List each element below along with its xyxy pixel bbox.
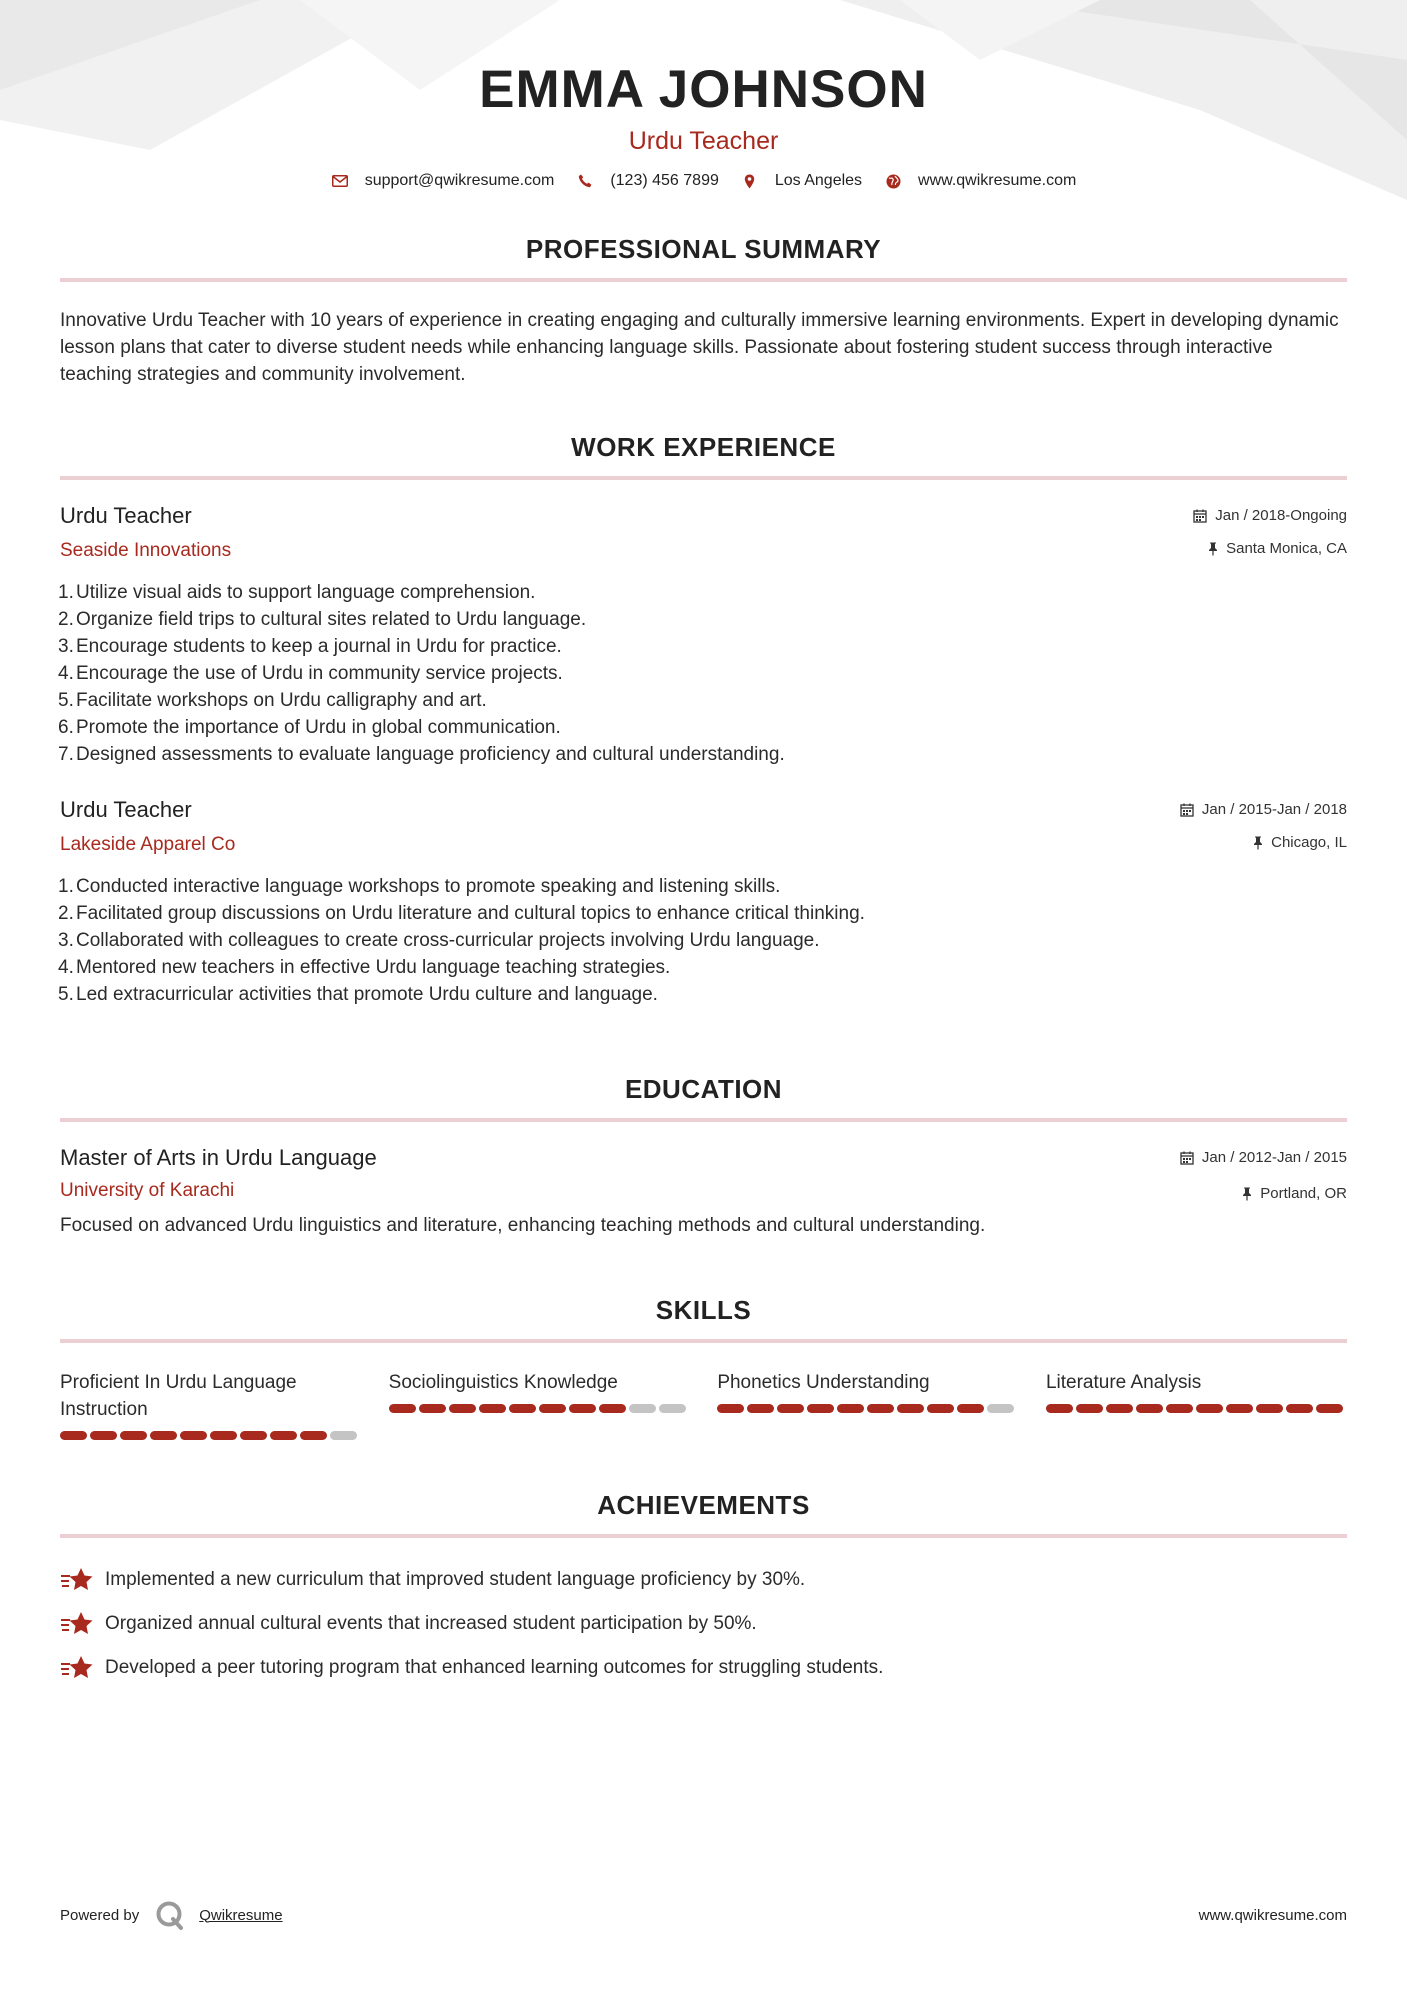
skill-dot-filled	[449, 1404, 476, 1413]
skill-dot-filled	[180, 1431, 207, 1440]
skill-dot-filled	[777, 1404, 804, 1413]
job-location: Santa Monica, CA	[1226, 540, 1347, 557]
skill-dot-filled	[300, 1431, 327, 1440]
education-section	[60, 1074, 1347, 1239]
job-entry	[60, 502, 1347, 768]
page-footer	[60, 1900, 1347, 1930]
skill-dot-filled	[1196, 1404, 1223, 1413]
pushpin-icon	[1242, 1187, 1252, 1201]
section-divider	[60, 1339, 1347, 1343]
education-meta	[1180, 1144, 1347, 1204]
list-item: 3. Collaborated with colleagues to create cross-curricular projects involving Urdu language.	[58, 930, 820, 951]
list-item: 6. Promote the importance of Urdu in global communication.	[58, 717, 561, 738]
list-item: 7. Designed assessments to evaluate language proficiency and cultural understanding.	[58, 744, 785, 765]
skill-dot-filled	[1106, 1404, 1133, 1413]
skill-dot-filled	[419, 1404, 446, 1413]
skill-dot-empty	[330, 1431, 357, 1440]
job-title: Urdu Teacher	[60, 503, 192, 528]
list-item: 5. Led extracurricular activities that promote Urdu culture and language.	[58, 984, 658, 1005]
achievement-text: Developed a peer tutoring program that enhanced learning outcomes for struggling students.	[105, 1657, 884, 1678]
skill-rating	[389, 1404, 690, 1413]
skill-dot-filled	[747, 1404, 774, 1413]
calendar-icon	[1180, 1151, 1194, 1165]
list-item: 2. Organize field trips to cultural sites related to Urdu language.	[58, 609, 587, 630]
job-dates: Jan / 2015-Jan / 2018	[1201, 801, 1347, 818]
skill-dot-filled	[1076, 1404, 1103, 1413]
skill-dot-filled	[539, 1404, 566, 1413]
powered-by-label: Powered by	[60, 1906, 140, 1924]
skill-dot-filled	[717, 1404, 744, 1413]
section-divider	[60, 1118, 1347, 1122]
education-entry	[60, 1144, 1347, 1239]
achievement-text: Organized annual cultural events that increased student participation by 50%.	[105, 1613, 757, 1634]
skills-section	[60, 1295, 1347, 1440]
phone-icon	[576, 172, 594, 190]
skill-dot-empty	[987, 1404, 1014, 1413]
powered-by	[60, 1900, 283, 1930]
qwikresume-logo-icon	[155, 1900, 185, 1930]
degree-name: Master of Arts in Urdu Language	[60, 1145, 377, 1170]
list-item: 5. Facilitate workshops on Urdu calligraphy and art.	[58, 690, 487, 711]
experience-heading: WORK EXPERIENCE	[571, 432, 836, 462]
job-title: Urdu Teacher	[60, 797, 192, 822]
resume-header	[0, 0, 1407, 190]
list-item	[60, 1646, 1347, 1690]
list-item: 1. Conducted interactive language workshops to promote speaking and listening skills.	[58, 876, 781, 897]
section-divider	[60, 476, 1347, 480]
brand-link[interactable]: Qwikresume	[199, 1906, 283, 1924]
skill-dot-filled	[60, 1431, 87, 1440]
contact-phone[interactable]	[576, 172, 719, 190]
contact-email[interactable]	[331, 172, 555, 190]
list-item: 1. Utilize visual aids to support language comprehension.	[58, 582, 536, 603]
skill-item	[60, 1369, 361, 1440]
candidate-name: EMMA JOHNSON	[479, 60, 928, 119]
skill-name: Proficient In Urdu Language Instruction	[60, 1372, 297, 1420]
education-heading: EDUCATION	[624, 1074, 783, 1104]
resume-body	[0, 234, 1407, 1690]
skill-dot-filled	[509, 1404, 536, 1413]
summary-section	[60, 234, 1347, 388]
skill-item	[1046, 1369, 1347, 1440]
education-location: Portland, OR	[1260, 1185, 1347, 1202]
contact-location	[741, 172, 862, 190]
skill-dot-filled	[1256, 1404, 1283, 1413]
contact-location-text: Los Angeles	[774, 172, 863, 189]
job-meta	[1180, 796, 1347, 853]
skill-name: Sociolinguistics Knowledge	[388, 1372, 618, 1393]
skill-dot-filled	[837, 1404, 864, 1413]
skill-dot-filled	[240, 1431, 267, 1440]
skills-grid	[60, 1369, 1347, 1440]
skill-dot-filled	[270, 1431, 297, 1440]
skill-dot-filled	[389, 1404, 416, 1413]
list-item: 4. Mentored new teachers in effective Urdu language teaching strategies.	[58, 957, 671, 978]
footer-website[interactable]: www.qwikresume.com	[1198, 1906, 1347, 1924]
star-badge-icon	[60, 1653, 94, 1683]
skill-dot-filled	[807, 1404, 834, 1413]
pushpin-icon	[1253, 836, 1263, 850]
list-item	[60, 1558, 1347, 1602]
achievements-heading: ACHIEVEMENTS	[597, 1490, 810, 1520]
skill-dot-filled	[479, 1404, 506, 1413]
company-name: Seaside Innovations	[60, 540, 232, 561]
calendar-icon	[1193, 509, 1207, 523]
location-pin-icon	[741, 172, 759, 190]
skill-dot-empty	[629, 1404, 656, 1413]
list-item: 2. Facilitated group discussions on Urdu literature and cultural topics to enhance critical thinking.	[58, 903, 865, 924]
skill-name: Literature Analysis	[1045, 1372, 1202, 1393]
contact-bar	[0, 172, 1407, 190]
skill-dot-filled	[897, 1404, 924, 1413]
contact-email-text: support@qwikresume.com	[364, 172, 555, 189]
skill-item	[389, 1369, 690, 1440]
skill-dot-filled	[90, 1431, 117, 1440]
skill-dot-filled	[1166, 1404, 1193, 1413]
skill-rating	[1046, 1404, 1347, 1413]
skill-dot-filled	[927, 1404, 954, 1413]
achievements-list	[60, 1558, 1347, 1690]
section-divider	[60, 278, 1347, 282]
envelope-icon	[331, 172, 349, 190]
school-name: University of Karachi	[60, 1180, 235, 1201]
summary-heading: PROFESSIONAL SUMMARY	[525, 234, 882, 264]
skill-dot-filled	[1286, 1404, 1313, 1413]
skill-dot-filled	[150, 1431, 177, 1440]
company-name: Lakeside Apparel Co	[60, 834, 236, 855]
contact-website[interactable]	[884, 172, 1076, 190]
star-badge-icon	[60, 1609, 94, 1639]
skill-dot-filled	[1136, 1404, 1163, 1413]
skill-rating	[717, 1404, 1018, 1413]
globe-icon	[884, 172, 902, 190]
job-meta	[1193, 502, 1347, 559]
achievement-text: Implemented a new curriculum that improved student language proficiency by 30%.	[105, 1569, 806, 1590]
job-bullet-list	[60, 579, 1347, 768]
skill-dot-empty	[659, 1404, 686, 1413]
job-entry	[60, 796, 1347, 1008]
section-divider	[60, 1534, 1347, 1538]
star-badge-icon	[60, 1565, 94, 1595]
skill-dot-filled	[569, 1404, 596, 1413]
candidate-title: Urdu Teacher	[628, 127, 779, 155]
skills-heading: SKILLS	[655, 1295, 752, 1325]
summary-text: Innovative Urdu Teacher with 10 years of experience in creating engaging and culturally immersive learning environments. Expert in developing dynamic lesson plans that cater to diverse student needs while enhancing language skills. Passionate about fostering student success through interactive teaching strategies and community involvement.	[60, 310, 1339, 385]
achievements-section	[60, 1490, 1347, 1690]
skill-dot-filled	[1046, 1404, 1073, 1413]
skill-dot-filled	[599, 1404, 626, 1413]
skill-dot-filled	[1226, 1404, 1253, 1413]
contact-website-text: www.qwikresume.com	[918, 172, 1077, 189]
list-item: 3. Encourage students to keep a journal in Urdu for practice.	[58, 636, 562, 657]
experience-section	[60, 432, 1347, 1008]
job-bullet-list	[60, 873, 1347, 1008]
contact-phone-text: (123) 456 7899	[610, 172, 719, 189]
skill-dot-filled	[120, 1431, 147, 1440]
skill-item	[717, 1369, 1018, 1440]
pushpin-icon	[1208, 542, 1218, 556]
skill-name: Phonetics Understanding	[717, 1372, 930, 1393]
skill-dot-filled	[867, 1404, 894, 1413]
skill-dot-filled	[210, 1431, 237, 1440]
list-item: 4. Encourage the use of Urdu in community service projects.	[58, 663, 563, 684]
job-location: Chicago, IL	[1271, 834, 1347, 851]
education-dates: Jan / 2012-Jan / 2015	[1201, 1149, 1347, 1166]
skill-dot-filled	[957, 1404, 984, 1413]
skill-dot-filled	[1316, 1404, 1343, 1413]
list-item	[60, 1602, 1347, 1646]
calendar-icon	[1180, 803, 1194, 817]
education-description: Focused on advanced Urdu linguistics and literature, enhancing teaching methods and cultural understanding.	[60, 1215, 986, 1236]
skill-rating	[60, 1431, 361, 1440]
job-dates: Jan / 2018-Ongoing	[1215, 507, 1347, 524]
